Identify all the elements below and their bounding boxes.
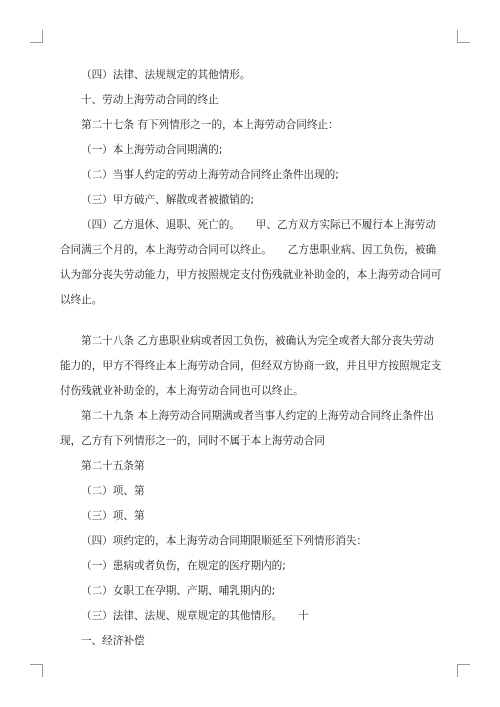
article-29: 第二十九条 本上海劳动合同期满或者当事人约定的上海劳动合同终止条件出现，乙方有下列情形之一的，同时不属于本上海劳动合同	[60, 410, 434, 447]
document-body	[60, 63, 442, 654]
article-27-intro: 第二十七条 有下列情形之一的，本上海劳动合同终止：	[81, 119, 339, 131]
section-heading-termination: 十、劳动上海劳动合同的终止	[81, 94, 219, 106]
paragraph-gap	[60, 313, 442, 329]
article-27-item-1: （一）本上海劳动合同期满的;	[81, 144, 223, 156]
extension-item-2: （二）女职工在孕期、产期、哺乳期内的;	[81, 585, 276, 597]
paragraph-other-circumstances: （四）法律、法规规定的其他情形。	[81, 69, 251, 81]
clause-2-reference: （二）项、第	[81, 485, 145, 497]
article-25-reference: 第二十五条第	[81, 460, 145, 472]
crop-mark-top-left	[30, 30, 43, 43]
article-27-item-2: （二）当事人约定的劳动上海劳动合同终止条件出现的;	[81, 169, 339, 181]
crop-mark-bottom-right	[457, 664, 470, 677]
clause-4-extension: （四）项约定的，本上海劳动合同期限顺延至下列情形消失：	[81, 535, 368, 547]
extension-item-1: （一）患病或者负伤，在规定的医疗期内的;	[81, 560, 286, 572]
article-28: 第二十八条 乙方患职业病或者因工负伤，被确认为完全或者大部分丧失劳动能力的，甲方不得终止本上海劳动合同，但经双方协商一致，并且甲方按照规定支付伤残就业补助金的，本上海劳动合同也可以终止。	[60, 335, 442, 397]
extension-item-3: （三）法律、法规、规章规定的其他情形。 十	[81, 610, 309, 622]
crop-mark-bottom-left	[30, 664, 43, 677]
crop-mark-top-right	[457, 30, 470, 43]
article-27-item-3: （三）甲方破产、解散或者被撤销的;	[81, 194, 255, 206]
section-heading-compensation: 一、经济补偿	[81, 635, 145, 647]
article-27-item-4: （四）乙方退休、退职、死亡的。 甲、乙方双方实际已不履行本上海劳动合同满三个月的，本上海劳动合同可以终止。 乙方患职业病、因工负伤，被确认为部分丧失劳动能力，甲方按照规定支付伤残就业补助金的，本上海劳动合同可以终止。	[60, 219, 442, 306]
clause-3-reference: （三）项、第	[81, 510, 145, 522]
